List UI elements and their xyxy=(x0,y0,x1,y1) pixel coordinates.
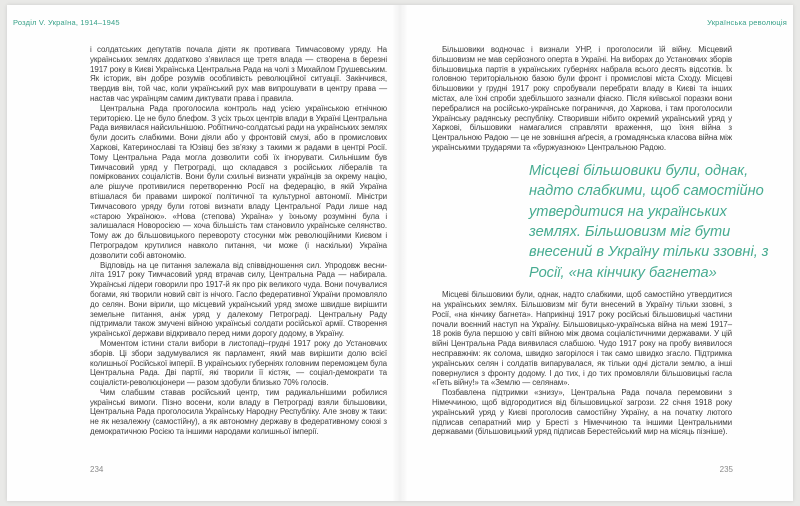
page-number-left: 234 xyxy=(90,465,104,474)
pull-quote: Місцеві більшовики були, однак, надто слабкими, щоб самостійно утвердитися на українських землях. Більшовизм міг бути внесений в Україну тільки ззовні, з Росії, «на кінчику багнета» xyxy=(529,162,769,281)
body-paragraph: Більшовики водночас і визнали УНР, і проголосили їй війну. Місцевий більшовизм не мав серйозного оперта в Україні. На виборах до Установчих зборів більшовицька партія в українських губерніях набрала всього десять відсотків. Їх головною територіальною базою були фронт і промислові міста Сходу. Місцеві більшовики у грудні 1917 року спробували перебрати владу в Києві та інших містах, але їхні спроби здебільшого зазнали фіаско. Після київської поразки вони перебралися на російсько-українське пограниччя, до Харкова, і там проголосили Українську радянську республіку. Створивши нібито окремий український уряд у Харкові, більшовики намагалися справляти враження, що їхня війна з Центральною Радою — це не зовнішня аґресія, а громадянська класова війна між українськими трударями та «буржуазною» Центральною Радою. xyxy=(432,45,732,152)
body-paragraph: Центральна Рада проголосила контроль над усією українською етнічною територією. Це не було блефом. З усіх трьох центрів влади в Україні Центральна Рада виявилася найсильнішою. Робітничо-солдатські ради на українських землях були досить слабкими. Вони діяли або у фронтовій смузі, або в промислових Харкові, Катеринославі та Юзівці без зв’язку з такими ж радами в центрі Росії. Тому Центральна Рада могла дозволити собі їх ігнорувати. Сильнішим був Тимчасовий уряд у Петрограді, що складався з російських лібералів та поміркованих соціалістів. Вони були схильні визнати українців за окрему націю, але рішуче противилися перетворенню Росії на федерацію, в якій Україна втішалася би правами широкої політичної та культурної автономії. Міністри Тимчасового уряду були готові визнати владу Центральної Ради лише над «старою Україною». «Нова (степова) Україна» у їхньому розумінні була і залишалася Новоросією — хоча більшість там становило українське селянство. Тому аж до більшовицького перевороту стосунки між революційними Києвом і Петроградом крутилися навколо питання, чи може (і наскільки) Україна дозволити собі автономію. xyxy=(90,103,387,260)
right-page-text-column xyxy=(432,45,769,437)
left-page-text-column xyxy=(90,45,387,437)
body-paragraph: Місцеві більшовики були, однак, надто слабкими, щоб самостійно утвердитися на українських землях. Більшовизм міг бути внесений в Україну тільки ззовні, з Росії, «на кінчику багнета». Наприкінці 1917 року російські більшовицькі частини почали воєнний наступ на Україну. Більшовицько-українська війна на межі 1917–18 років була першою у світі війною між двома соціалістичними державами. У цій війні Центральна Рада виявилася слабшою. Чудо 1917 року на пробу виявилося несправжнім: як солома, швидко загорілося і так само швидко згасло. Підтримка українських селян і солдатів випарувалася, як тільки одні дістали землю, а інші повернулися з фронту додому. І до тих, і до тих промовляли більшовицькі гасла «Геть війну!» та «Землю — селянам». xyxy=(432,290,732,388)
page-number-right: 235 xyxy=(719,465,733,474)
running-head-left: Розділ V. Україна, 1914–1945 xyxy=(13,18,120,27)
body-paragraph: Моментом істини стали вибори в листопаді–грудні 1917 року до Установчих зборів. Ці збори задумувалися як парламент, який мав вирішити долю всієї колишньої Російської імперії. В українських губерніях головним переможцем була Центральна Рада. Дві партії, які творили її кістяк, — соціал-демократи та соціалісти-революціонери — разом здобули близько 70% голосів. xyxy=(90,338,387,388)
body-paragraph: Чим слабшим ставав російський центр, тим радикальнішими робилися українські вимоги. Пізно восени, коли владу в Петрограді взяли більшовики, Центральна Рада проголосила Українську Народну Республіку. Але знову ж таки: не як незалежну (самостійну), а як автономну державу в федеративному союзі з демократичною Росією та іншими народами колишньої імперії. xyxy=(90,387,387,437)
book-spread xyxy=(7,5,793,501)
running-head-right: Українська революція xyxy=(707,18,787,27)
left-page xyxy=(7,5,400,501)
body-paragraph: Відповідь на це питання залежала від співвідношення сил. Упродовж весни-літа 1917 року Тимчасовий уряд втрачав силу, Центральна Рада — набирала. Українські лідери говорили про 1917-й як про рік великого чуда. Вони почувалися богами, які творили новий світ із нічого. Гасло федеративної України промовляло до селян. Вони вірили, що місцевий український уряд зможе швидше вирішити земельне питання, аніж уряд у далекому Петрограді. Центральну Раду підтримали також змучені війною українські солдати російської армії. Створення української держави відкривало перед ними дорогу додому, в Україну. xyxy=(90,260,387,339)
body-paragraph: Позбавлена підтримки «знизу», Центральна Рада почала перемовини з Німеччиною, щоб відгородитися від більшовицької загрози. 22 січня 1918 року український уряд у Києві проголосив самостійну Україну, а на початку лютого підписав сепаратний мир у Бресті з Німеччиною та іншими Центральними державами (більшовицький уряд підписав Берестейський мир на місяць пізніше). xyxy=(432,388,732,437)
right-page xyxy=(400,5,793,501)
body-paragraph: і солдатських депутатів почала діяти як противага Тимчасовому уряду. На українських землях додатково з’явилася ще третя влада — створена в березні 1917 року в Києві Українська Центральна Рада на чолі з Михайлом Грушевським. Як історик, він добре розумів особливість революційної ситуації. Закінчився, твердив він, той час, коли український рух мав випрошувати в центру права — настав час українцям самим диктувати права і правила. xyxy=(90,45,387,103)
